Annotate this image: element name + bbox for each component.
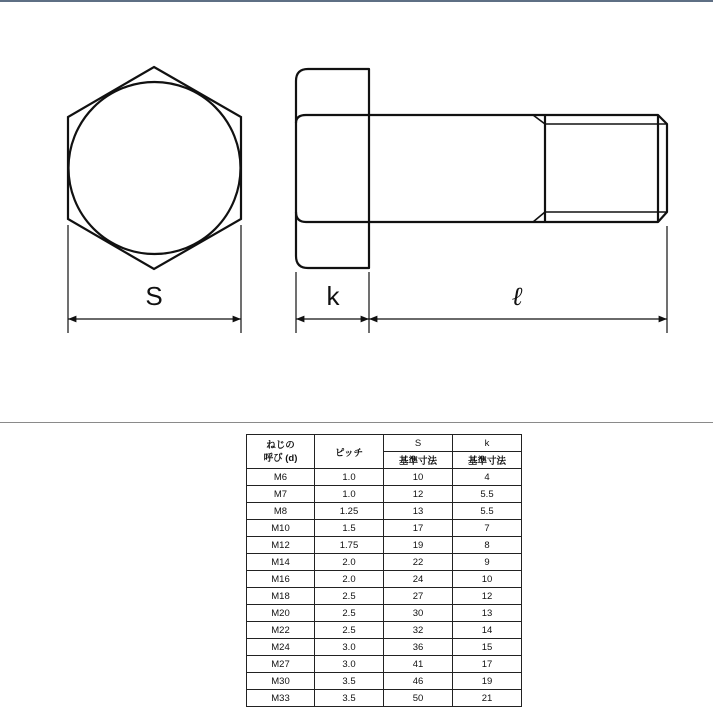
header-pitch: ピッチ [315,435,384,469]
cell-pitch: 1.0 [315,469,384,486]
bolt-head [296,69,369,268]
cell-s: 50 [384,690,453,707]
label-s: S [145,281,163,311]
table-row [247,520,522,537]
cell-s: 27 [384,588,453,605]
cell-k: 7 [453,520,522,537]
bolt-shank [369,115,667,222]
cell-pitch: 2.5 [315,588,384,605]
head-facet-lower [296,212,369,222]
table-row [247,537,522,554]
table-row [247,571,522,588]
table-header-row [247,435,522,452]
cell-thread-size: M16 [247,571,315,588]
cell-s: 10 [384,469,453,486]
cell-pitch: 3.5 [315,673,384,690]
header-k: k [453,435,522,452]
cell-thread-size: M24 [247,639,315,656]
spec-table [246,434,522,707]
cell-pitch: 1.25 [315,503,384,520]
cell-thread-size: M14 [247,554,315,571]
cell-s: 32 [384,622,453,639]
header-s-nominal: 基準寸法 [384,452,453,469]
cell-thread-size: M33 [247,690,315,707]
dimensions [68,225,667,333]
cell-s: 12 [384,486,453,503]
table-row [247,503,522,520]
cell-thread-size: M30 [247,673,315,690]
cell-thread-size: M18 [247,588,315,605]
table-row [247,554,522,571]
table-row [247,673,522,690]
table-body [247,469,522,707]
cell-thread-size: M10 [247,520,315,537]
section-divider [0,422,713,423]
label-l: ℓ [511,282,523,312]
cell-s: 30 [384,605,453,622]
cell-pitch: 3.5 [315,690,384,707]
cell-s: 13 [384,503,453,520]
cell-thread-size: M27 [247,656,315,673]
header-thread-size [247,435,315,469]
cell-k: 12 [453,588,522,605]
cell-s: 46 [384,673,453,690]
cell-thread-size: M7 [247,486,315,503]
cell-pitch: 3.0 [315,656,384,673]
table-row [247,639,522,656]
cell-k: 21 [453,690,522,707]
cell-pitch: 2.5 [315,605,384,622]
table-row [247,486,522,503]
cell-s: 24 [384,571,453,588]
thread-root-upper [533,115,667,124]
cell-k: 17 [453,656,522,673]
hex-outline [68,67,241,269]
cell-s: 19 [384,537,453,554]
cell-pitch: 3.0 [315,639,384,656]
label-k: k [326,281,340,311]
cell-k: 5.5 [453,486,522,503]
thread-root-lower [533,212,667,222]
cell-s: 22 [384,554,453,571]
cell-k: 9 [453,554,522,571]
cell-pitch: 2.0 [315,554,384,571]
table-row [247,605,522,622]
cell-pitch: 2.0 [315,571,384,588]
table-row [247,690,522,707]
cell-s: 17 [384,520,453,537]
cell-k: 10 [453,571,522,588]
cell-k: 5.5 [453,503,522,520]
cell-pitch: 2.5 [315,622,384,639]
cell-pitch: 1.5 [315,520,384,537]
cell-k: 13 [453,605,522,622]
header-thread-line1: ねじの [266,439,295,451]
cell-pitch: 1.0 [315,486,384,503]
header-thread-line2: 呼び (d) [263,452,298,464]
cell-thread-size: M8 [247,503,315,520]
cell-k: 14 [453,622,522,639]
cell-k: 19 [453,673,522,690]
cell-pitch: 1.75 [315,537,384,554]
table-row [247,469,522,486]
cell-thread-size: M22 [247,622,315,639]
cell-thread-size: M12 [247,537,315,554]
hex-end-view [68,67,241,269]
cell-k: 8 [453,537,522,554]
spec-table-wrapper [246,434,522,707]
cell-thread-size: M20 [247,605,315,622]
hex-bearing-circle [69,82,241,254]
header-s: S [384,435,453,452]
table-row [247,656,522,673]
table-row [247,588,522,605]
cell-k: 4 [453,469,522,486]
cell-s: 36 [384,639,453,656]
head-facet-upper [296,115,369,123]
bolt-side-view [296,69,667,268]
header-k-nominal: 基準寸法 [453,452,522,469]
cell-s: 41 [384,656,453,673]
table-row [247,622,522,639]
cell-thread-size: M6 [247,469,315,486]
cell-k: 15 [453,639,522,656]
